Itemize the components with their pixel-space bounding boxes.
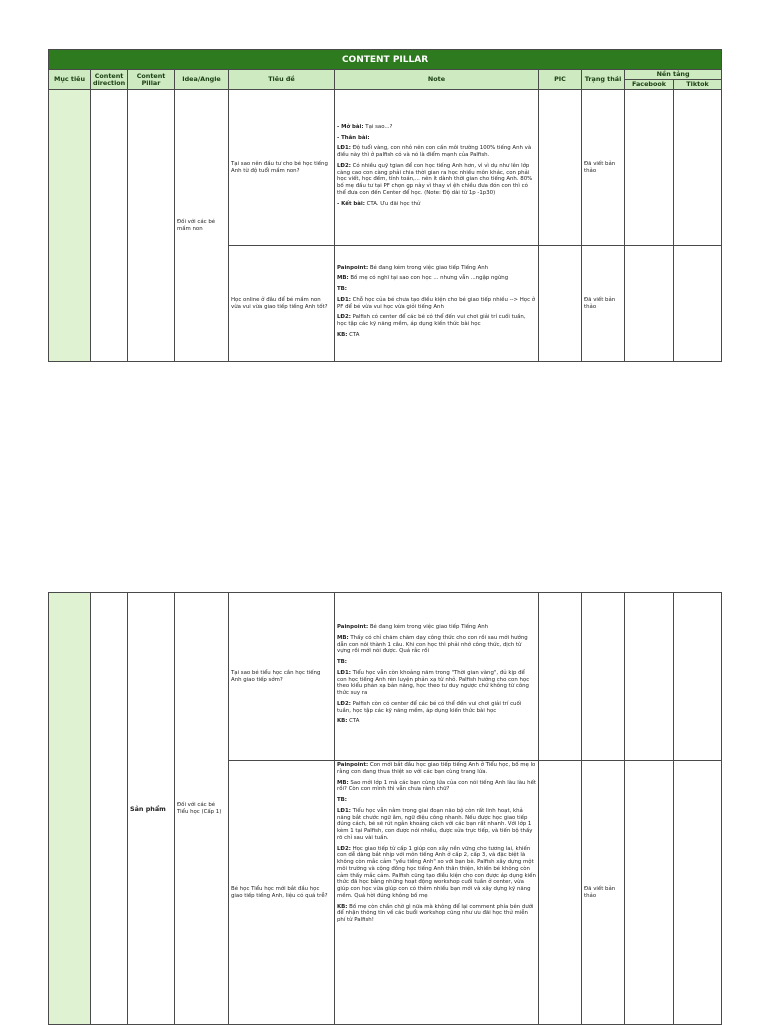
note-label: TB: [337,659,347,665]
idea-angle-cell: Đối với các bé mầm non [175,90,229,362]
note-cell [335,593,539,761]
idea-angle-cell: Đối với các bé Tiểu học (Cấp 1) [175,593,229,1025]
note-text: Thấy có chỉ chăm chăm dạy công thức cho con rồi sau mới hướng dẫn con nói thành 1 câu. Khi con học thì phải nhớ công thức, dịch từ vựng rồi mới nói được. Quá rắc rối [337,634,528,655]
table-title: CONTENT PILLAR [49,50,722,70]
muc-tieu-cell [49,90,91,362]
note-label: Painpoint: [337,624,369,630]
note-text: CTA [347,718,360,725]
note-label: LĐ1: [337,296,351,303]
title-cell: Bé học Tiểu học mới bắt đầu học giao tiếp tiếng Anh, liệu có quá trễ? [229,761,335,1025]
note-paragraph [337,635,536,655]
header-trang-thai: Trạng thái [582,70,625,90]
header-idea-angle: Idea/Angle [175,70,229,90]
note-label: TB: [337,797,347,803]
content-direction-cell [91,593,128,1025]
note-paragraph [337,846,536,900]
tiktok-cell [674,90,722,246]
note-text: Học giao tiếp từ cấp 1 giúp con xây nền vững cho tương lai, khiến con dễ dàng bắt nhịp với môn tiếng Anh ở cấp 2, cấp 3, và đặc biệt là không còn mắc cảm "yếu tiếng Anh" so với bạn bè. Palfish xây dựng một môi trường và cộng đồng học tiếng Anh thân thiện, khiến bé không còn cảm thấy mắc cảm. Palfish cũng tạo điều kiện cho con được áp dụng kiến thức đã học bằng những hoạt động workshop cuối tuần ở center, vừa giúp con học vừa giúp con có thêm nhiều bạn mới và xây dựng kỹ năng mềm. Quá hời đúng không bố mẹ [337,845,536,899]
note-paragraph [337,659,536,666]
header-content-direction: Content direction [91,70,128,90]
note-label: LĐ2: [337,314,351,321]
pic-cell [539,761,582,1025]
note-cell [335,761,539,1025]
note-label: - Thân bài: [337,134,370,141]
title-cell: Tại sao bé tiểu học cần học tiếng Anh giao tiếp sớm? [229,593,335,761]
note-paragraph [337,275,536,282]
facebook-cell [625,246,674,362]
note-label: KB: [337,718,348,725]
status-cell: Đã viết bản thảo [582,246,625,362]
note-text: CTA [347,331,360,338]
note-label: LĐ2: [337,162,351,169]
status-cell: Đã viết bản thảo [582,90,625,246]
header-tiktok: Tiktok [674,80,722,90]
note-label: LĐ2: [337,845,351,852]
note-paragraph [337,797,536,804]
note-paragraph [337,286,536,293]
note-paragraph [337,904,536,924]
note-label: - Mở bài: [337,123,364,130]
note-label: MB: [337,634,349,641]
facebook-cell [625,90,674,246]
note-text: Có nhiều quỹ tgian để con học tiếng Anh hơn, vì vì dụ như lên lớp càng cao con càng phải chia thời gian ra học nhiều môn khác, con phải học viết, học đếm, tính toán,... nên ít dành thời gian cho tiếng Anh. 80% bố mẹ đầu tư tại PF chọn gp này vì thay vì ệh chiều đưa đón con thì có thể đưa con đến Center để học. (Note: Độ dài từ 1p -1p30) [337,162,533,196]
note-paragraph [337,780,536,794]
facebook-cell [625,761,674,1025]
note-text: Tiểu học vẫn còn khoảng năm trong "Thời gian vàng", đủ kịp để con học tiếng Anh rèn luyện phản xạ từ nhỏ. Palfish hướng cho con học theo kiểu phản xạ bản năng, học theo tư duy ngược chứ không từ công thức suy ra [337,669,530,696]
note-paragraph [337,762,536,776]
content-pillar-table-continued [48,592,722,1025]
content-direction-cell [91,90,128,362]
note-paragraph [337,201,536,208]
note-paragraph [337,314,536,328]
note-paragraph [337,624,536,631]
note-paragraph [337,145,536,159]
note-text: Tại sao...? [363,123,393,130]
note-text: Con mới bắt đầu học giao tiếp tiếng Anh ở Tiểu học, bố mẹ lo rằng con đang thua thiệt so với các bạn cùng trang lứa. [337,762,536,775]
pic-cell [539,246,582,362]
note-paragraph [337,718,536,725]
pic-cell [539,593,582,761]
note-label: LĐ1: [337,145,351,152]
note-label: LĐ2: [337,700,351,707]
header-nen-tang: Nền tảng [625,70,722,80]
note-label: KB: [337,903,348,910]
note-paragraph [337,124,536,131]
header-pic: PIC [539,70,582,90]
header-note: Note [335,70,539,90]
muc-tieu-cell [49,593,91,1025]
note-text: Palfish có center để các bé có thể đến vui chơi giải trí cuối tuần, học tập các kỹ năng mềm, áp dụng kiến thức bài học [337,314,526,328]
note-text: Tiểu học vẫn nằm trong giai đoạn não bộ còn rất linh hoạt, khả năng bắt chước ngữ âm, ngữ điệu công nhanh. Nếu được học giao tiếp đúng cách, bé sẽ rút ngắn khoảng cách với các bạn rất nhanh. Với lớp 1 kèm 1 tại Palfish, con được nói nhiều, được sửa trực tiếp, và tiến bộ thấy rõ chỉ sau vài tuần. [337,807,533,841]
note-label: LĐ1: [337,669,351,676]
note-paragraph [337,670,536,697]
note-text: Chỗ học của bé chưa tạo điều kiện cho bé giao tiếp nhiều --> Học ở PF để bé vừa vui học vừa giỏi tiếng Anh [337,296,536,310]
note-paragraph [337,701,536,715]
content-pillar-cell [128,90,175,362]
note-label: TB: [337,286,347,293]
note-label: Painpoint: [337,264,369,271]
note-text: Bố mẹ có nghĩ tại sao con học ... nhưng vẫn ...ngập ngừng [348,275,509,282]
note-label: LĐ1: [337,807,351,814]
note-paragraph [337,297,536,311]
note-label: - Kết bài: [337,200,365,207]
pic-cell [539,90,582,246]
note-text: Bố mẹ còn chần chờ gì nữa mà không để lại comment phía bên dưới để nhận thông tin về các buổi workshop cũng như ưu đãi học thử miễn phí từ Palfish! [337,903,534,923]
tiktok-cell [674,246,722,362]
title-cell: Tại sao nên đầu tư cho bé học tiếng Anh từ độ tuổi mầm non? [229,90,335,246]
header-tieu-de: Tiêu đề [229,70,335,90]
note-paragraph [337,808,536,842]
tiktok-cell [674,761,722,1025]
header-muc-tieu: Mục tiêu [49,70,91,90]
note-text: Độ tuổi vàng, con nhỏ nên con cần môi trường 100% tiếng Anh và điều này thì ở palfish có và nó là điểm mạnh của Palfish. [337,145,532,159]
note-label: KB: [337,331,348,338]
note-text: Bé đang kém trong việc giao tiếp Tiếng Anh [368,264,489,271]
note-label: MB: [337,275,349,282]
note-text: Palfish còn có center để các bé có thể đến vui chơi giải trí cuối tuần, học tập các kỹ năng mềm, áp dụng kiến thức bài học [337,700,522,714]
note-cell [335,90,539,246]
note-text: Bé đang kém trong việc giao tiếp Tiếng Anh [368,624,489,630]
content-pillar-cell: Sản phẩm [128,593,175,1025]
note-text: Sao mới lớp 1 mà các bạn cùng lứa của con nói tiếng Anh làu làu hết rồi? Còn con mình thì vẫn chưa rành chữ? [337,779,536,793]
content-pillar-table [48,49,722,362]
header-content-pillar: Content Pillar [128,70,175,90]
note-paragraph [337,163,536,197]
note-paragraph [337,265,536,272]
title-cell: Học online ở đâu để bé mầm non vừa vui vừa giao tiếp tiếng Anh tốt? [229,246,335,362]
note-label: MB: [337,779,349,786]
header-facebook: Facebook [625,80,674,90]
tiktok-cell [674,593,722,761]
note-text: CTA. Ưu đãi học thử [364,200,421,207]
note-cell [335,246,539,362]
note-paragraph [337,332,536,339]
status-cell [582,593,625,761]
facebook-cell [625,593,674,761]
note-label: Painpoint: [337,762,369,768]
status-cell: Đã viết bản thảo [582,761,625,1025]
note-paragraph [337,135,536,142]
